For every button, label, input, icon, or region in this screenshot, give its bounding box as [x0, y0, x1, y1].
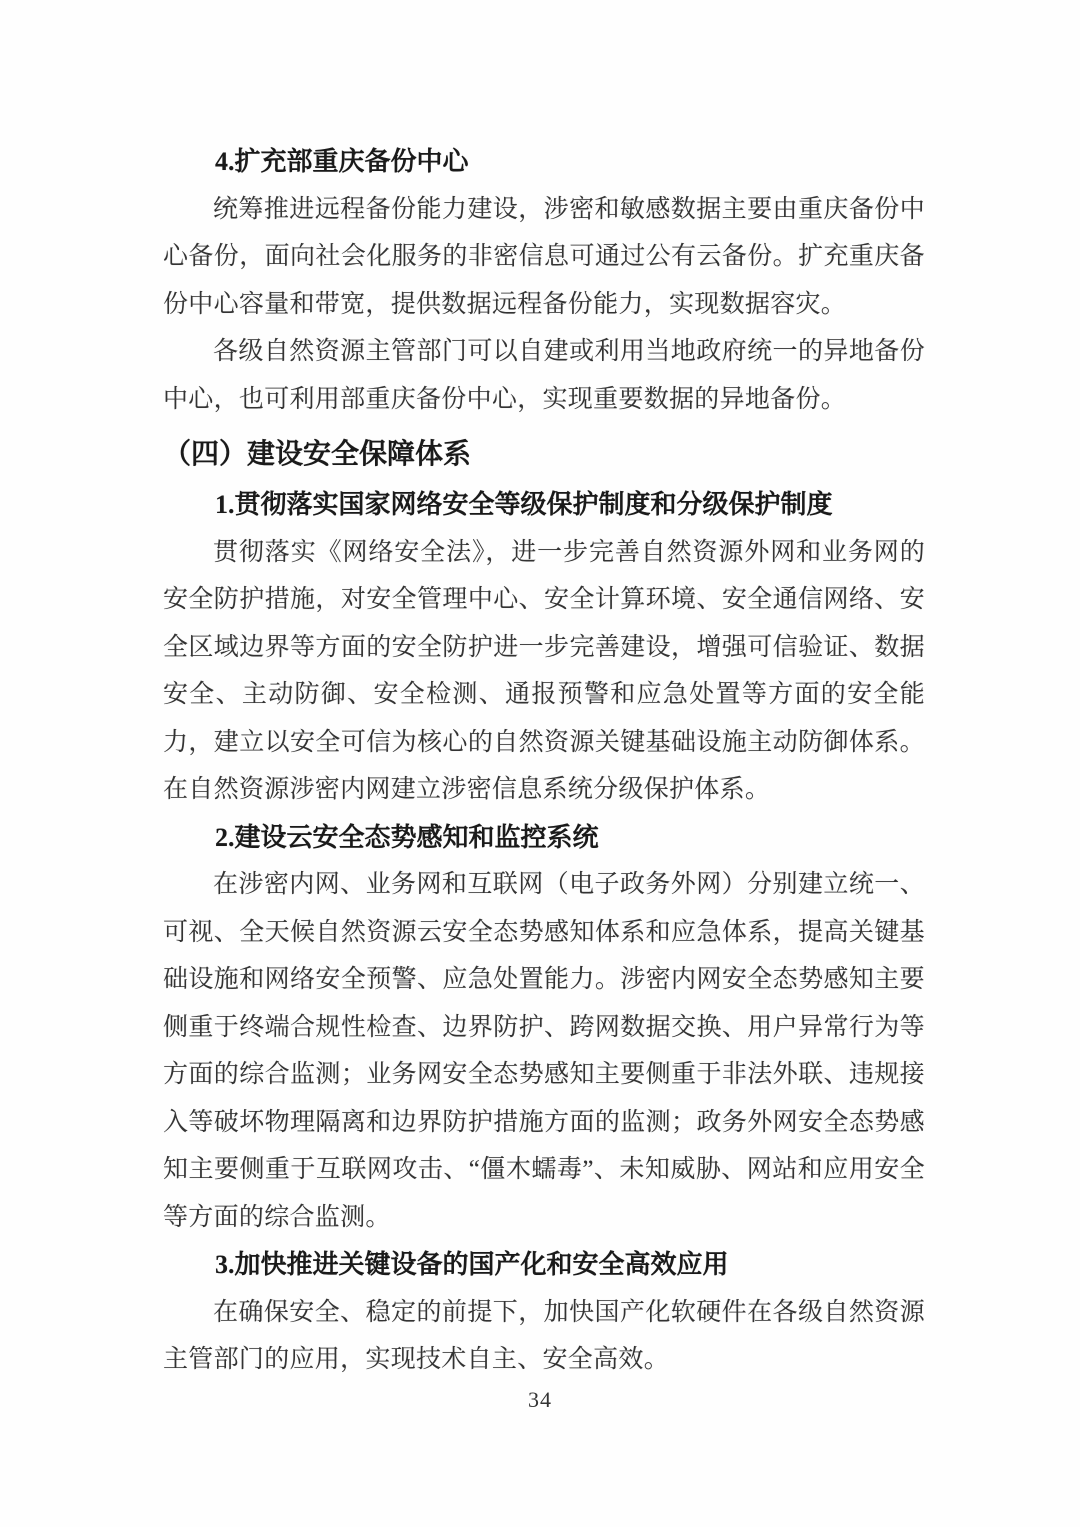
paragraph-situation-awareness-monitoring: 在涉密内网、业务网和互联网（电子政务外网）分别建立统一、可视、全天候自然资源云安全态势感知体系和应急体系，提高关键基础设施和网络安全预警、应急处置能力。涉密内网安全态势感知主要侧重于终端合规性检查、边界防护、跨网数据交换、用户异常行为等方面的综合监测；业务网安全态势感知主要侧重于非法外联、违规接入等破坏物理隔离和边界防护措施方面的监测；政务外网安全态势感知主要侧重于互联网攻击、“僵木蠕毒”、未知威胁、网站和应用安全等方面的综合监测。: [163, 871, 925, 1231]
heading-2-cloud-security-situation-awareness: 2.建设云安全态势感知和监控系统: [215, 822, 599, 852]
paragraph-remote-backup-capability: 统筹推进远程备份能力建设，涉密和敏感数据主要由重庆备份中心备份，面向社会化服务的非密信息可通过公有云备份。扩充重庆备份中心容量和带宽，提供数据远程备份能力，实现数据容灾。: [163, 195, 925, 318]
heading-section-4-security-assurance-system: （四）建设安全保障体系: [163, 438, 472, 469]
heading-1-implement-network-security-protection: 1.贯彻落实国家网络安全等级保护制度和分级保护制度: [215, 490, 833, 519]
heading-4-expand-chongqing-backup-center: 4.扩充部重庆备份中心: [215, 147, 469, 176]
page-number: 34: [528, 1387, 552, 1412]
document-content: [163, 138, 925, 1384]
paragraph-local-offsite-backup: 各级自然资源主管部门可以自建或利用当地政府统一的异地备份中心，也可利用部重庆备份中心，实现重要数据的异地备份。: [163, 338, 925, 413]
paragraph-cybersecurity-law-implementation: 贯彻落实《网络安全法》，进一步完善自然资源外网和业务网的安全防护措施，对安全管理中心、安全计算环境、安全通信网络、安全区域边界等方面的安全防护进一步完善建设，增强可信验证、数据安全、主动防御、安全检测、通报预警和应急处置等方面的安全能力，建立以安全可信为核心的自然资源关键基础设施主动防御体系。在自然资源涉密内网建立涉密信息系统分级保护体系。: [163, 538, 925, 803]
page-footer: [0, 1387, 1080, 1413]
heading-3-domestic-key-equipment-application: 3.加快推进关键设备的国产化和安全高效应用: [215, 1250, 729, 1279]
paragraph-domestic-software-hardware: 在确保安全、稳定的前提下，加快国产化软硬件在各级自然资源主管部门的应用，实现技术自主、安全高效。: [163, 1298, 925, 1373]
